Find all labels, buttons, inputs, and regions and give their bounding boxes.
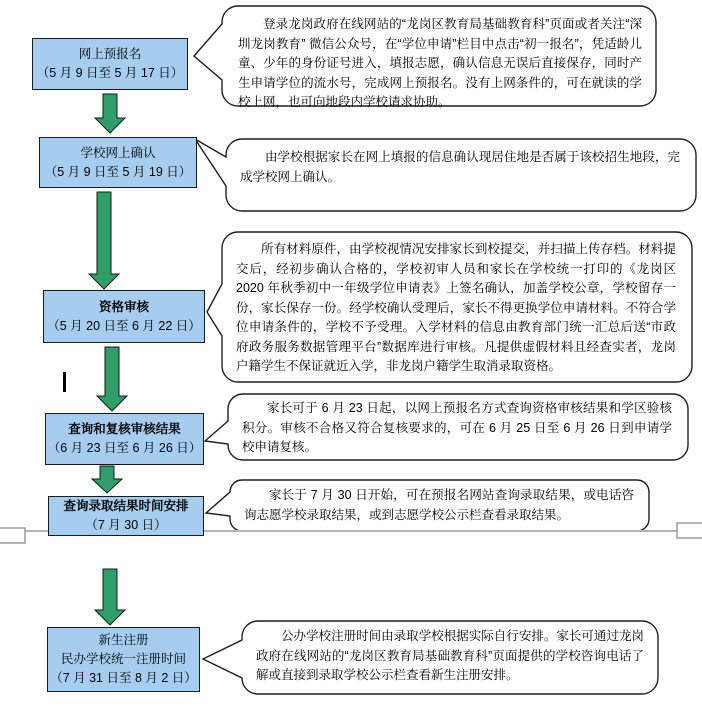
page-break-marker-right: [677, 523, 702, 538]
step-box-query-review-results[interactable]: [45, 413, 204, 465]
text-cursor: [63, 372, 66, 392]
step-subtitle: 民办学校统一注册时间: [60, 652, 186, 666]
step-arrow-1[interactable]: [95, 94, 125, 133]
callout-text-5: 家长于 7 月 30 日开始，可在预报名网站查询录取结果，或电话咨询志愿学校录取结果，或到志愿学校公示栏查看录取结果。: [244, 488, 634, 522]
step-arrow-5[interactable]: [95, 569, 125, 625]
step-title: 查询和复核审核结果: [68, 422, 181, 436]
step-box-school-online-confirmation[interactable]: [39, 137, 197, 188]
step-date: （6 月 23 日至 6 月 26 日）: [47, 441, 202, 455]
callout-text-6: 公办学校注册时间由录取学校根据实际自行安排。家长可通过龙岗政府在线网站的“龙岗区教育局基础教育科”页面提供的学校咨询电话了解或直接到录取学校公示栏查看新生注册安排。: [256, 629, 644, 682]
step-title: 网上预报名: [78, 47, 142, 61]
step-title: 资格审核: [98, 299, 149, 314]
step-title: 新生注册: [98, 633, 149, 647]
step-box-online-preregistration[interactable]: [32, 38, 188, 90]
step-date: （7 月 30 日）: [85, 518, 167, 532]
step-box-query-admission-results[interactable]: [48, 496, 204, 536]
step-box-new-student-registration[interactable]: [47, 627, 200, 692]
callout-text-4: 家长可于 6 月 23 日起，以网上预报名方式查询资格审核结果和学区验核积分。审核不合格又符合复核要求的，可在 6 月 25 日至 6 月 26 日到申请学校申请复核。: [242, 401, 672, 454]
step-date: （5 月 9 日至 5 月 17 日）: [36, 66, 184, 80]
step-date: （5 月 20 日至 6 月 22 日）: [47, 318, 201, 333]
step-title: 学校网上确认: [80, 145, 156, 160]
step-arrow-4[interactable]: [92, 466, 122, 493]
callout-text-1: 登录龙岗政府在线网站的“龙岗区教育局基础教育科”页面或者关注“深圳龙岗教育” 微信公众号，在“学位申请”栏目中点击“初一报名”，凭适龄儿童、少年的身份证号进入，填报志愿，确认信息无误后直接保存，同时产生申请学位的流水号，完成网上预报名。没有上网条件的，可在就读的学校上网，也可向地段内学校请求协助。: [238, 17, 642, 109]
step-arrow-2[interactable]: [89, 192, 119, 289]
step-arrow-3[interactable]: [97, 347, 127, 411]
callout-text-3: 所有材料原件，由学校视情况安排家长到校提交，并扫描上传存档。材料提交后，经初步确认合格的，学校初审人员和家长在学校统一打印的《龙岗区 2020 年秋季初中一年级学位申请表》上签名确认，加盖学校公章，学校留存一份，家长保存一份。经学校确认受理后，家长不得更换学位申请材料。不符合学位申请条件的，学校不予受理。入学材料的信息由教育部门统一汇总后送“市政府政务服务数据管理平台”数据库进行审核。凡提供虚假材料且经查实者，龙岗户籍学生不保证就近入学，非龙岗户籍学生取消录取资格。: [236, 242, 676, 373]
callout-text-2: 由学校根据家长在网上填报的信息确认现居住地是否属于该校招生地段，完成学校网上确认。: [240, 150, 680, 184]
page-break-marker-left: [0, 528, 25, 543]
step-date: （5 月 9 日至 5 月 19 日）: [44, 164, 192, 179]
step-date: （7 月 31 日至 8 月 2 日）: [50, 671, 197, 685]
step-box-qualification-review[interactable]: [43, 290, 205, 343]
step-title: 查询录取结果时间安排: [63, 499, 189, 513]
